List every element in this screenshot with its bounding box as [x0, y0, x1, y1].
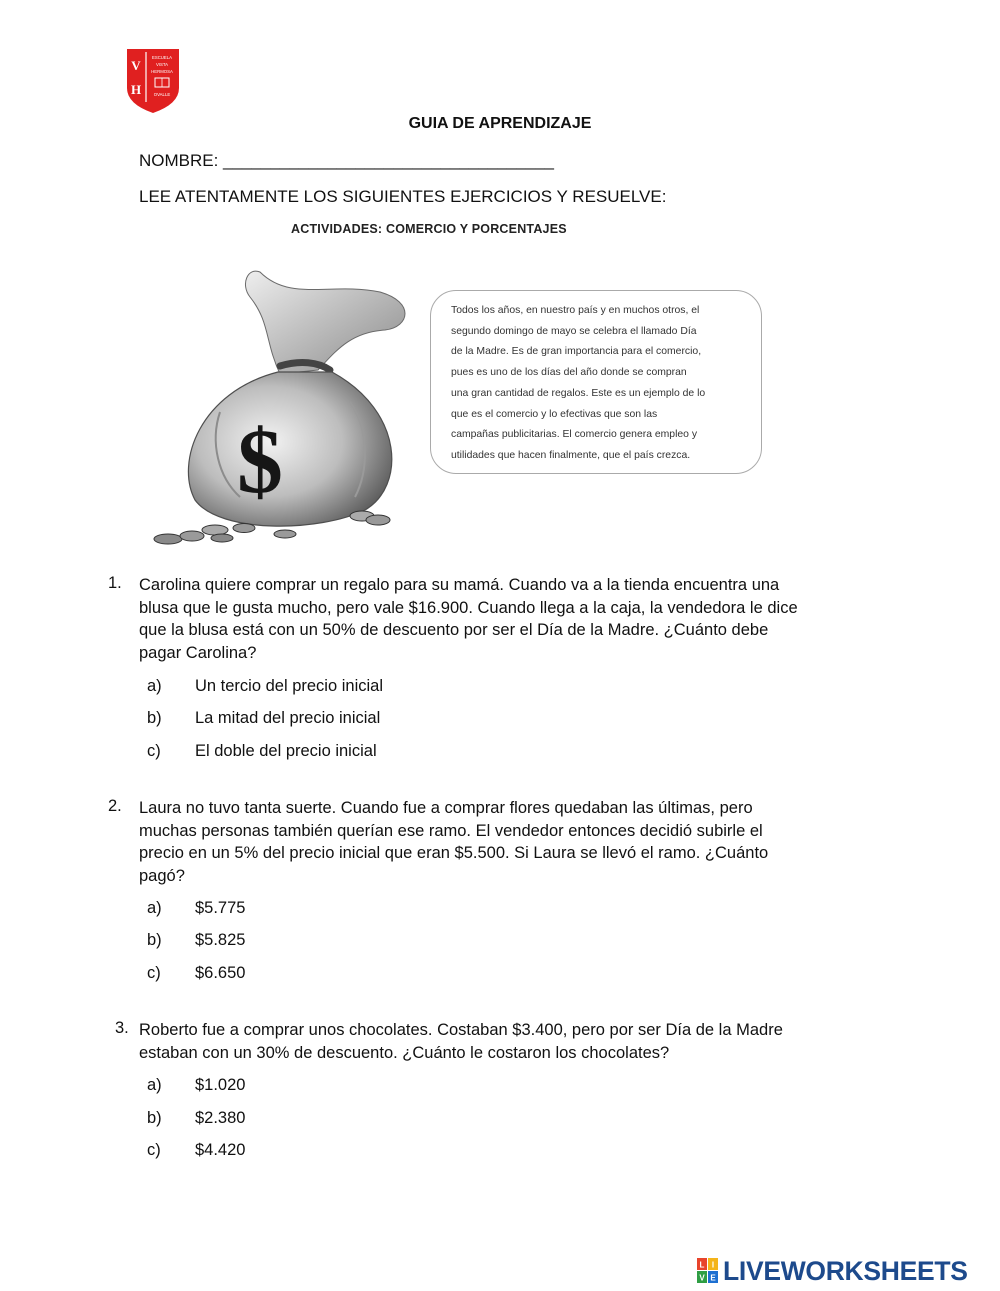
school-logo — [124, 46, 182, 116]
instruction-text: LEE ATENTAMENTE LOS SIGUIENTES EJERCICIOS Y RESUELVE: — [139, 187, 667, 206]
q1-option-c[interactable]: El doble del precio inicial — [195, 742, 377, 760]
q2-option-b-letter[interactable]: b) — [147, 931, 162, 949]
question-3-text — [139, 1019, 879, 1064]
q1-option-a[interactable]: Un tercio del precio inicial — [195, 677, 384, 695]
q3-option-b[interactable]: $2.380 — [195, 1109, 246, 1127]
bubble-line: de la Madre. Es de gran importancia para el comercio, — [451, 346, 702, 358]
question-line: pagar Carolina? — [139, 643, 257, 662]
svg-text:E: E — [710, 1273, 716, 1283]
svg-text:H: H — [130, 82, 142, 97]
q2-option-a[interactable]: $5.775 — [195, 899, 246, 917]
bubble-line: utilidades que hacen finalmente, que el país crezca. — [451, 449, 691, 461]
question-line: precio en un 5% del precio inicial que eran $5.500. Si Laura se llevó el ramo. ¿Cuánto — [139, 844, 769, 862]
q1-option-a-letter[interactable]: a) — [147, 677, 162, 695]
question-2-number: 2. — [108, 797, 122, 815]
svg-text:OVALLE: OVALLE — [153, 92, 171, 97]
bubble-line: que es el comercio y lo efectivas que son las — [451, 408, 658, 420]
bubble-line: campañas publicitarias. El comercio genera empleo y — [451, 429, 698, 441]
q1-option-b[interactable]: La mitad del precio inicial — [195, 709, 381, 727]
q2-option-b[interactable]: $5.825 — [195, 931, 246, 949]
q3-option-c-letter[interactable]: c) — [147, 1141, 161, 1159]
q2-option-c[interactable]: $6.650 — [195, 964, 246, 982]
q1-option-c-letter[interactable]: c) — [147, 742, 161, 760]
svg-text:$: $ — [237, 410, 283, 512]
question-line: pagó? — [139, 866, 185, 885]
question-line: Carolina quiere comprar un regalo para su mamá. Cuando va a la tienda encuentra una — [139, 576, 780, 594]
svg-text:V: V — [131, 58, 141, 73]
question-line: Laura no tuvo tanta suerte. Cuando fue a comprar flores quedaban las últimas, pero — [139, 799, 753, 817]
q3-option-a-letter[interactable]: a) — [147, 1076, 162, 1094]
svg-text:ESCUELA: ESCUELA — [151, 55, 173, 60]
q2-option-c-letter[interactable]: c) — [147, 964, 161, 982]
liveworksheets-logo-icon — [697, 1258, 719, 1284]
q3-option-a[interactable]: $1.020 — [195, 1076, 246, 1094]
bubble-line: segundo domingo de mayo se celebra el llamado Día — [451, 325, 697, 337]
name-field-line[interactable]: NOMBRE: ___________________________________ — [139, 151, 554, 170]
svg-text:HERMOSA: HERMOSA — [151, 69, 173, 74]
money-bag-icon — [140, 262, 425, 552]
question-line: muchas personas también querían ese ramo. El vendedor entonces decidió subirle el — [139, 821, 763, 840]
question-line: estaban con un 30% de descuento. ¿Cuánto le costaron los chocolates? — [139, 1043, 670, 1062]
question-1-text — [139, 574, 879, 664]
question-line: que la blusa está con un 50% de descuento por ser el Día de la Madre. ¿Cuánto debe — [139, 621, 769, 639]
bubble-line: una gran cantidad de regalos. Este es un ejemplo de lo — [451, 387, 706, 399]
svg-text:VISTA: VISTA — [155, 62, 169, 67]
activity-heading: ACTIVIDADES: COMERCIO Y PORCENTAJES — [291, 222, 567, 236]
q1-option-b-letter[interactable]: b) — [147, 709, 162, 727]
page-title: GUIA DE APRENDIZAJE — [408, 115, 592, 132]
bubble-line: Todos los años, en nuestro país y en muchos otros, el — [451, 305, 700, 316]
question-line: blusa que le gusta mucho, pero vale $16.900. Cuando llega a la caja, la vendedora le dice — [139, 598, 798, 617]
info-bubble — [430, 290, 762, 474]
brand-wordmark: LIVEWORKSHEETS — [723, 1255, 968, 1286]
svg-text:L: L — [699, 1260, 705, 1270]
question-line: Roberto fue a comprar unos chocolates. Costaban $3.400, pero por ser Día de la Madre — [139, 1021, 783, 1039]
q3-option-b-letter[interactable]: b) — [147, 1109, 162, 1127]
svg-text:V: V — [699, 1273, 705, 1283]
q3-option-c[interactable]: $4.420 — [195, 1141, 246, 1159]
liveworksheets-brand[interactable] — [697, 1256, 968, 1286]
svg-text:I: I — [711, 1260, 715, 1270]
question-3-number: 3. — [115, 1019, 129, 1037]
bubble-line: pues es uno de los días del año donde se compran — [451, 367, 687, 379]
question-1-number: 1. — [108, 574, 122, 592]
question-2-text — [139, 797, 879, 887]
q2-option-a-letter[interactable]: a) — [147, 899, 162, 917]
